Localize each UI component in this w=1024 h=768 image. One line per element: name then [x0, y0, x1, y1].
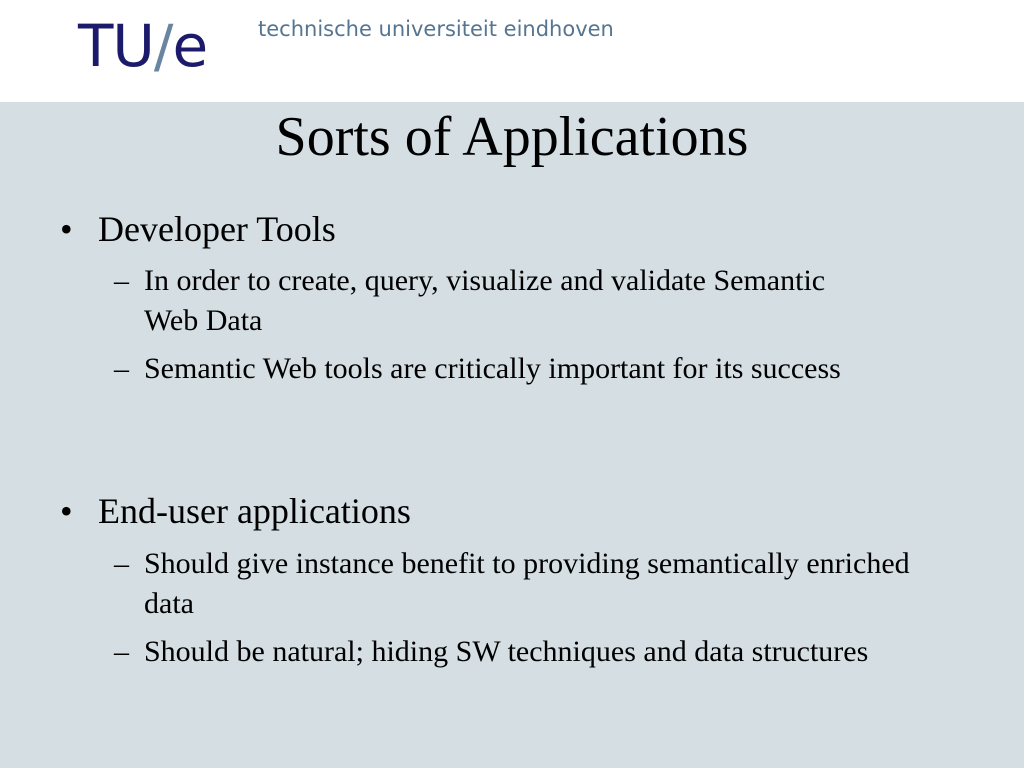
- logo-e: e: [172, 12, 208, 80]
- sub-bullet-marker: –: [114, 352, 129, 385]
- bullet-item: Developer Tools: [98, 209, 336, 249]
- sub-bullet-item: Should give instance benefit to providing semantically enriched data: [144, 547, 910, 620]
- tue-logo: [78, 10, 207, 82]
- slide-header: [0, 0, 1024, 102]
- logo-tu: TU: [78, 12, 154, 80]
- university-name: technische universiteit eindhoven: [258, 17, 614, 41]
- slide-body: [0, 102, 1024, 768]
- bullet-marker: •: [60, 491, 73, 531]
- bullet-marker: •: [60, 209, 73, 249]
- bullet-list: [0, 102, 1024, 768]
- bullet-item: End-user applications: [98, 491, 411, 531]
- sub-bullet-marker: –: [114, 547, 129, 580]
- sub-bullet-item: Should be natural; hiding SW techniques and data structures: [144, 635, 869, 668]
- slide-title: Sorts of Applications: [275, 106, 749, 168]
- sub-bullet-item: Semantic Web tools are critically important for its success: [144, 352, 841, 385]
- sub-bullet-marker: –: [114, 635, 129, 668]
- sub-bullet-marker: –: [114, 264, 129, 297]
- logo-slash: /: [153, 12, 173, 80]
- sub-bullet-item: In order to create, query, visualize and validate Semantic Web Data: [144, 264, 826, 337]
